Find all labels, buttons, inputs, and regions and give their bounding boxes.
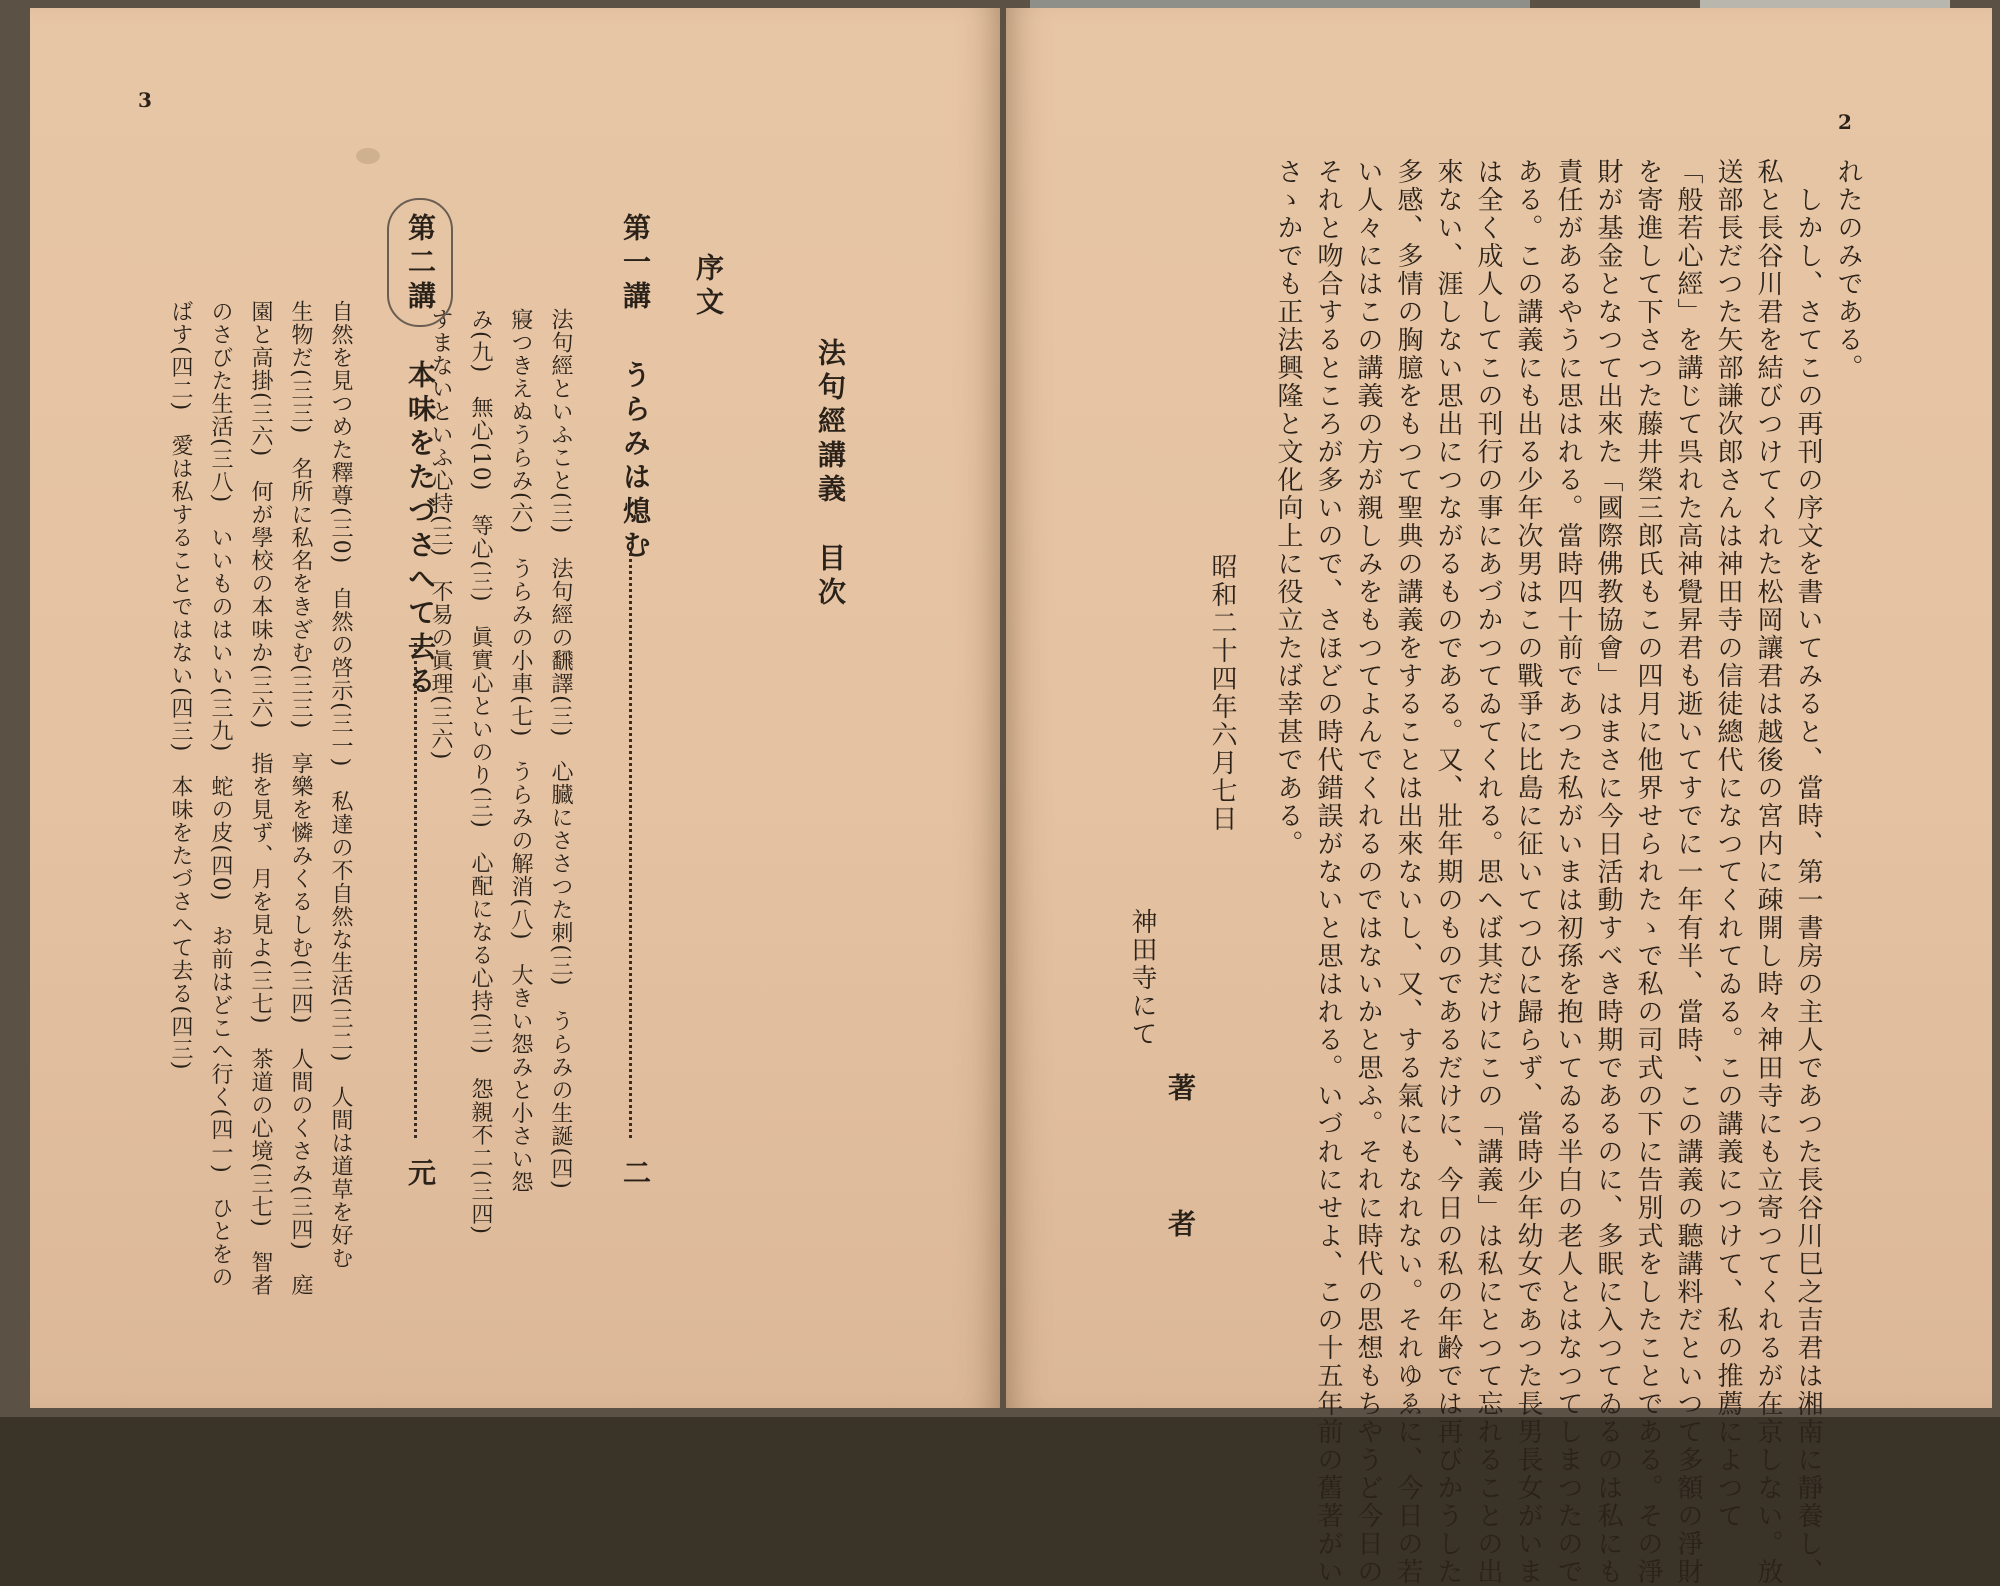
toc-line: すまないといふ心持(三) 不易の眞理(三六) — [428, 308, 453, 761]
text-line: 來ない、涯しない思出につながるものである。又、壯年期のものであるだけに、今日の私の年齢では再びかうした — [1433, 158, 1463, 1586]
location: 神田寺にて — [1127, 908, 1157, 1048]
right-page — [1006, 8, 1992, 1586]
page-number: 3 — [138, 88, 152, 112]
lecture1-page: 二 — [619, 1158, 652, 1192]
text-line: ある。この講義にも出る少年次男はこの戰爭に比島に征いてつひに歸らず、當時少年幼女であつた長男長女がいま — [1513, 158, 1543, 1586]
toc-line: 寢つきえぬうらみ(六) うらみの小車(七) うらみの解消(八) 大きい怨みと小さい怨 — [508, 308, 533, 1194]
date: 昭和二十四年六月七日 — [1207, 553, 1237, 833]
text-line: それと吻合するところが多いので、さほどの時代錯誤がないと思はれる。いづれにせよ、この十五年前の舊著がい — [1313, 158, 1343, 1586]
leader-dots — [629, 548, 632, 1138]
toc-line: 自然を見つめた釋尊(三0) 自然の啓示(三一) 私達の不自然な生活(三二) 人間は道草を好む — [328, 300, 353, 1270]
left-page — [30, 8, 1000, 1408]
leader-dots — [414, 643, 417, 1138]
text-line: しかし、さてこの再刊の序文を書いてみると、當時、第一書房の主人であつた長谷川巳之吉君は湘南に靜養し、 — [1793, 158, 1823, 1586]
toc-line: 生物だ(三三) 名所に私名をきざむ(三三) 享樂を憐みくるしむ(三四) 人間のくさみ(三四) 庭 — [288, 300, 313, 1297]
toc-line: ばす(四二) 愛は私することではない(四三) 本味をたづさへて去る(四三) — [168, 300, 193, 1071]
text-line: さゝかでも正法興隆と文化向上に役立たば幸甚である。 — [1273, 158, 1303, 858]
contents-heading: 目次 — [814, 543, 847, 611]
book-title: 法句經講義 — [814, 338, 847, 508]
lecture1-number: 第一講 — [619, 213, 652, 315]
toc-line: 園と高掛(三六) 何が學校の本味か(三六) 指を見ず、月を見よ(三七) 茶道の心境(三七) 智者 — [248, 300, 273, 1297]
text-line: 私と長谷川君を結びつけてくれた松岡讓君は越後の宮内に疎開し時々神田寺にも立寄つてくれるが在京しない。放 — [1753, 158, 1783, 1586]
text-line: 財が基金となつて出來た「國際佛教協會」はまさに今日活動すべき時期であるのに、多眠に入つてゐるのは私にも — [1593, 158, 1623, 1586]
text-line: 送部長だつた矢部謙次郎さんは神田寺の信徒總代になつてくれてゐる。この講義につけて、私の推薦によつて — [1713, 158, 1743, 1530]
text-line: 「般若心經」を講じて呉れた高神覺昇君も逝いてすでに一年有半、當時、この講義の聽講料だといつて多額の淨財 — [1673, 158, 1703, 1586]
lecture2-title: 本味をたづさへて去る — [404, 360, 437, 700]
toc-line: のさびた生活(三八) いいものはいい(三九) 蛇の皮(四0) お前はどこへ行く(四一) ひとをの — [208, 300, 233, 1289]
text-line: れたのみである。 — [1833, 158, 1863, 382]
text-line: 多感、多情の胸臆をもつて聖典の講義をすることは出來ないし、又、する氣にもなれない。それゆゑに、今日の若 — [1393, 158, 1423, 1586]
lecture1-title: うらみは熄む — [619, 360, 652, 564]
text-line: は全く成人してこの刊行の事にあづかつてゐてくれる。思へば其だけにこの「講義」は私にとつて忘れることの出 — [1473, 158, 1503, 1586]
text-line: を寄進して下さつた藤井榮三郎氏もこの四月に他界せられたゝで私の司式の下に告別式をしたことである。その淨 — [1633, 158, 1663, 1586]
toc-line: み(九) 無心(10) 等心(三) 眞實心といのり(三) 心配になる心持(三) 怨親不二(三四) — [468, 308, 493, 1235]
page-number: 2 — [1838, 110, 1852, 134]
text-line: 責任があるやうに思はれる。當時四十前であつた私がいまは初孫を抱いてゐる半白の老人とはなつてしまつたので — [1553, 158, 1583, 1586]
author: 著 者 — [1164, 1073, 1197, 1277]
preface-entry: 序文 — [692, 253, 725, 321]
text-line: い人々にはこの講義の方が親しみをもつてよんでくれるのではないかと思ふ。それに時代の思想もちやうど今日の — [1353, 158, 1383, 1586]
lecture2-page: 元 — [404, 1158, 437, 1192]
toc-line: 法句經といふこと(三) 法句經の飜譯(三) 心臓にささつた刺(三) うらみの生誕(四) — [548, 308, 573, 1190]
paper-stain — [356, 148, 380, 164]
lecture2-number: 第二講 — [404, 213, 437, 315]
